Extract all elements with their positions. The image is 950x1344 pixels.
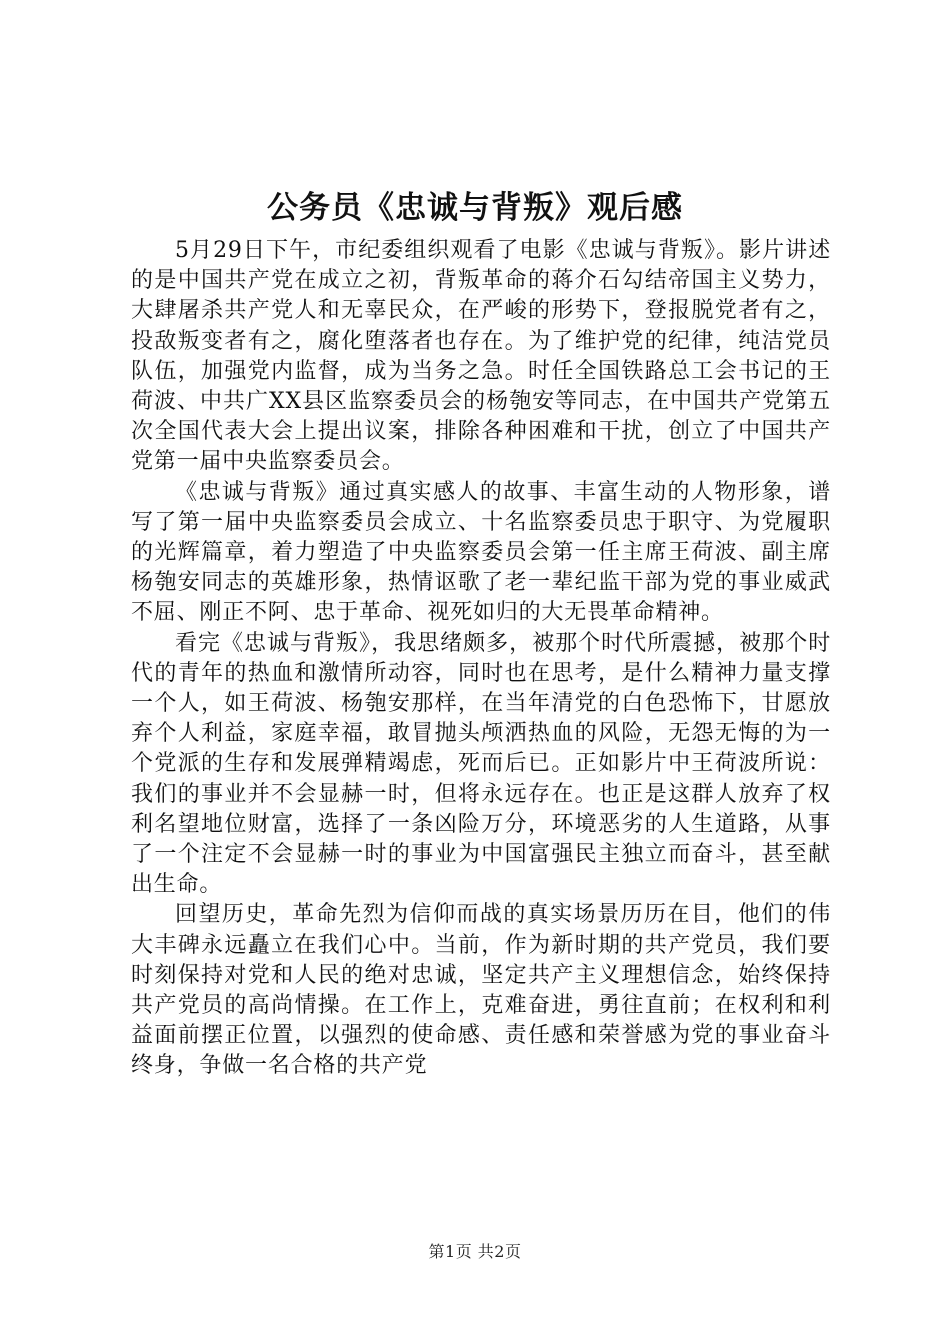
paragraph: 5月29日下午，市纪委组织观看了电影《忠诚与背叛》。影片讲述的是中国共产党在成立之初，背叛革命的蒋介石勾结帝国主义势力，大肆屠杀共产党人和无辜民众，在严峻的形势下，登报脱党者有之，投敌叛变者有之，腐化堕落者也存在。为了维护党的纪律，纯洁党员队伍，加强党内监督，成为当务之急。时任全国铁路总工会书记的王荷波、中共广XX县区监察委员会的杨匏安等同志，在中国共产党第五次全国代表大会上提出议案，排除各种困难和干扰，创立了中国共产党第一届中央监察委员会。 [131,238,831,475]
document-body [131,236,831,1082]
document-title: 公务员《忠诚与背叛》观后感 [267,190,683,226]
paragraph: 看完《忠诚与背叛》，我思绪颇多，被那个时代所震撼，被那个时代的青年的热血和激情所动容，同时也在思考，是什么精神力量支撑一个人，如王荷波、杨匏安那样，在当年清党的白色恐怖下，甘愿放弃个人利益，家庭幸福，敢冒抛头颅洒热血的风险，无怨无悔的为一个党派的生存和发展弹精竭虑，死而后已。正如影片中王荷波所说：我们的事业并不会显赫一时，但将永远存在。也正是这群人放弃了权利名望地位财富，选择了一条凶险万分，环境恶劣的人生道路，从事了一个注定不会显赫一时的事业为中国富强民主独立而奋斗，甚至献出生命。 [131,630,831,898]
paragraph: 《忠诚与背叛》通过真实感人的故事、丰富生动的人物形象，谱写了第一届中央监察委员会成立、十名监察委员忠于职守、为党履职的光辉篇章，着力塑造了中央监察委员会第一任主席王荷波、副主席杨匏安同志的英雄形象，热情讴歌了老一辈纪监干部为党的事业威武不屈、刚正不阿、忠于革命、视死如归的大无畏革命精神。 [131,479,831,626]
paragraph: 回望历史，革命先烈为信仰而战的真实场景历历在目，他们的伟大丰碑永远矗立在我们心中。当前，作为新时期的共产党员，我们要时刻保持对党和人民的绝对忠诚，坚定共产主义理想信念，始终保持共产党员的高尚情操。在工作上，克难奋进，勇往直前；在权利和利益面前摆正位置，以强烈的使命感、责任感和荣誉感为党的事业奋斗终身，争做一名合格的共产党 [131,902,831,1079]
page-footer: 第1页 共2页 [428,1242,522,1261]
